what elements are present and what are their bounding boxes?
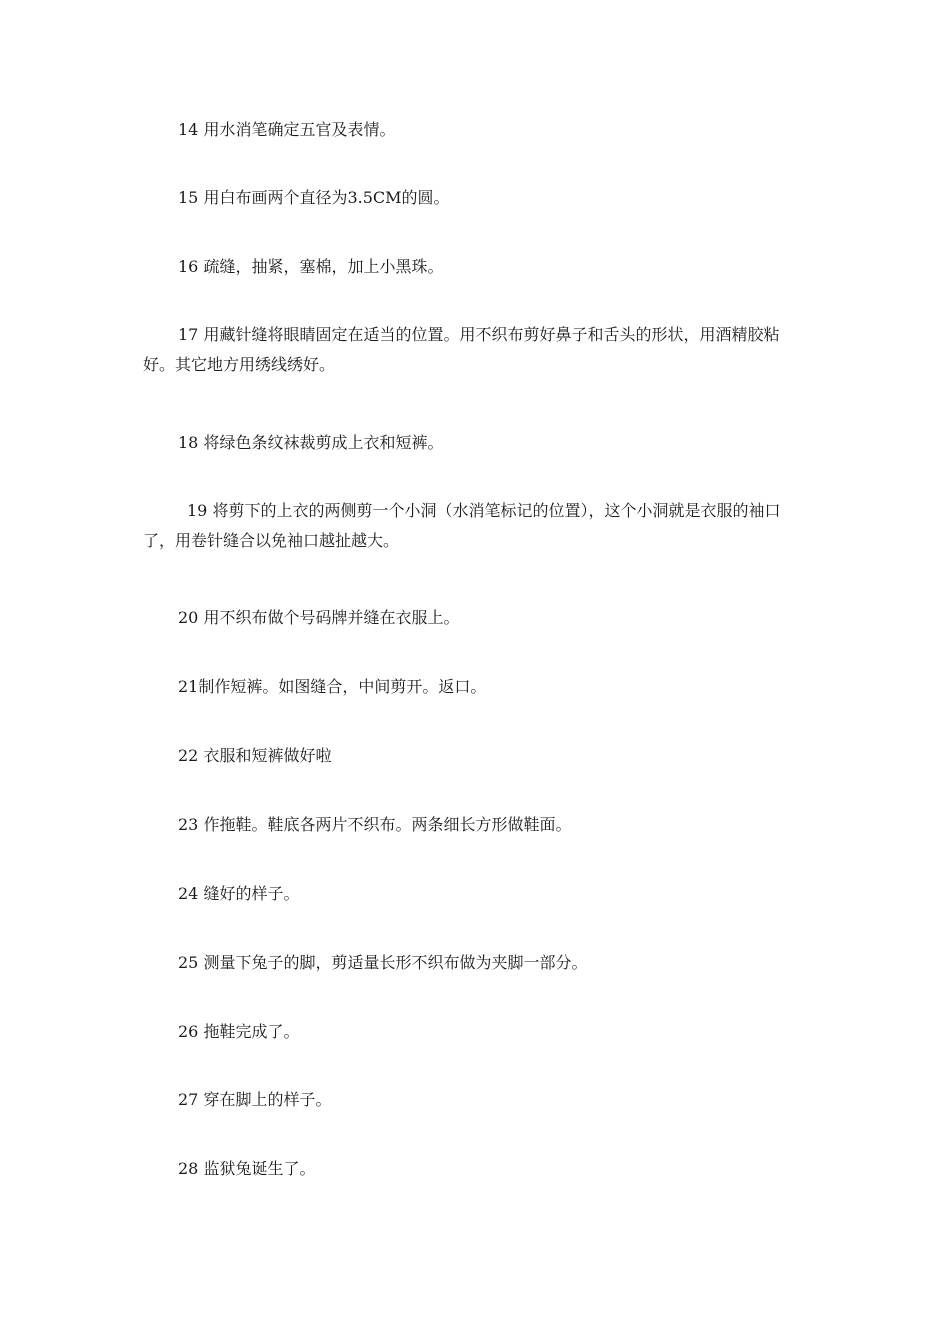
- step-20-paragraph: 20 用不织布做个号码牌并缝在衣服上。: [178, 608, 460, 627]
- step-16-paragraph: 16 疏缝，抽紧，塞棉，加上小黑珠。: [178, 257, 444, 276]
- step-19-paragraph: 19 将剪下的上衣的两侧剪一个小洞（水消笔标记的位置），这个小洞就是衣服的袖口了，用卷针缝合以免袖口越扯越大。: [143, 501, 781, 550]
- step-25-paragraph: 25 测量下兔子的脚，剪适量长形不织布做为夹脚一部分。: [178, 953, 588, 972]
- step-22-paragraph: 22 衣服和短裤做好啦: [178, 746, 332, 765]
- step-15-paragraph: 15 用白布画两个直径为3.5CM的圆。: [178, 188, 450, 207]
- step-24-paragraph: 24 缝好的样子。: [178, 884, 300, 903]
- step-26-paragraph: 26 拖鞋完成了。: [178, 1022, 300, 1041]
- step-21-paragraph: 21制作短裤。如图缝合，中间剪开。返口。: [178, 677, 487, 696]
- step-27-paragraph: 27 穿在脚上的样子。: [178, 1090, 332, 1109]
- step-28-paragraph: 28 监狱兔诞生了。: [178, 1159, 316, 1178]
- step-17-paragraph: 17 用藏针缝将眼睛固定在适当的位置。用不织布剪好鼻子和舌头的形状，用酒精胶粘好。其它地方用绣线绣好。: [143, 325, 780, 374]
- step-23-paragraph: 23 作拖鞋。鞋底各两片不织布。两条细长方形做鞋面。: [178, 815, 572, 834]
- step-18-paragraph: 18 将绿色条纹袜裁剪成上衣和短裤。: [178, 433, 444, 452]
- step-14-paragraph: 14 用水消笔确定五官及表情。: [178, 120, 396, 139]
